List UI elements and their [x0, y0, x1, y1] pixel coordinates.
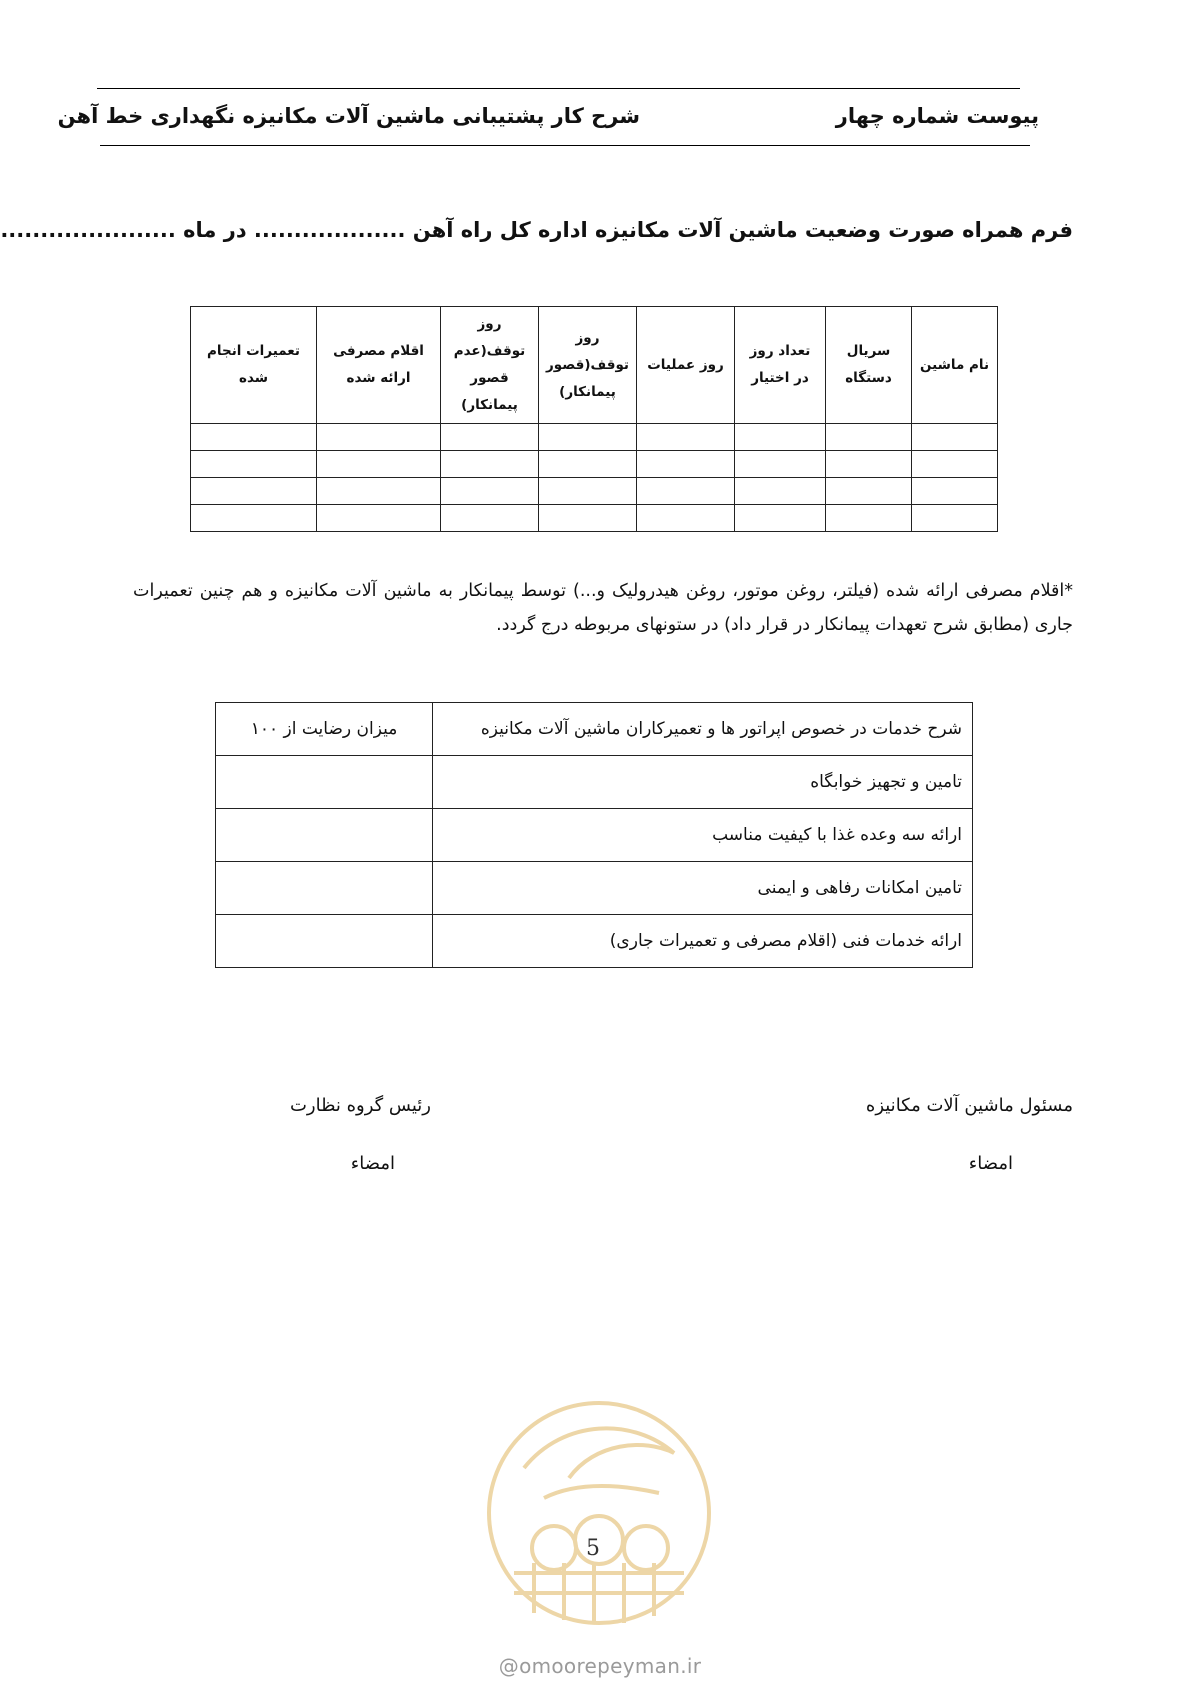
table-header-row [191, 307, 998, 424]
col-header-repairs: تعمیرات انجام شده [191, 307, 317, 424]
table-cell[interactable] [441, 478, 539, 505]
watermark-site: @omoorepeyman.ir [498, 1654, 702, 1678]
table-cell[interactable] [826, 478, 912, 505]
table-cell[interactable] [826, 505, 912, 532]
appendix-title: پیوست شماره چهار [835, 104, 1039, 128]
table-cell[interactable] [912, 478, 998, 505]
table-cell[interactable] [912, 505, 998, 532]
table-cell[interactable] [317, 478, 441, 505]
table-cell[interactable] [912, 424, 998, 451]
signature-role-machinery-manager: مسئول ماشین آلات مکانیزه [865, 1095, 1073, 1116]
signature-label-right: امضاء [968, 1153, 1013, 1174]
header-bottom-rule [100, 145, 1030, 146]
table-cell[interactable] [191, 424, 317, 451]
satisfaction-table [215, 702, 973, 968]
table-cell[interactable] [735, 424, 826, 451]
satisfaction-row [216, 756, 973, 809]
table-cell[interactable] [191, 478, 317, 505]
table-cell[interactable] [539, 451, 637, 478]
signature-label-left: امضاء [350, 1153, 395, 1174]
form-title: فرم همراه صورت وضعیت ماشین آلات مکانیزه اداره کل راه آهن ................... در ماه ...................... [0, 218, 1073, 242]
satisfaction-header-row [216, 703, 973, 756]
col-header-satisfaction: میزان رضایت از ۱۰۰ [216, 703, 433, 756]
satisfaction-score-cell[interactable] [216, 756, 433, 809]
table-cell[interactable] [539, 424, 637, 451]
service-desc: تامین امکانات رفاهی و ایمنی [433, 862, 973, 915]
signature-role-supervision-head: رئیس گروه نظارت [289, 1095, 431, 1116]
col-header-consumables: اقلام مصرفی ارائه شده [317, 307, 441, 424]
table-row [191, 478, 998, 505]
table-cell[interactable] [191, 451, 317, 478]
col-header-service-desc: شرح خدمات در خصوص اپراتور ها و تعمیرکاران ماشین آلات مکانیزه [433, 703, 973, 756]
satisfaction-row [216, 915, 973, 968]
header-top-rule [97, 88, 1020, 89]
table-cell[interactable] [317, 424, 441, 451]
table-cell[interactable] [637, 424, 735, 451]
table-cell[interactable] [912, 451, 998, 478]
table-cell[interactable] [317, 451, 441, 478]
service-desc: تامین و تجهیز خوابگاه [433, 756, 973, 809]
satisfaction-score-cell[interactable] [216, 862, 433, 915]
satisfaction-score-cell[interactable] [216, 915, 433, 968]
col-header-serial: سریال دستگاه [826, 307, 912, 424]
table-cell[interactable] [441, 451, 539, 478]
table-cell[interactable] [735, 505, 826, 532]
table-row [191, 505, 998, 532]
col-header-stop-days-contractor-fault: روز توقف(قصور پیمانکار) [539, 307, 637, 424]
table-row [191, 424, 998, 451]
table-cell[interactable] [317, 505, 441, 532]
consumables-note: *اقلام مصرفی ارائه شده (فیلتر، روغن موتور، روغن هیدرولیک و...) توسط پیمانکار به ماشین آلات مکانیزه و هم چنین تعمیرات جاری (مطابق شرح تعهدات پیمانکار در قرار داد) در ستونهای مربوطه درج گردد. [133, 581, 1073, 635]
service-desc: ارائه سه وعده غذا با کیفیت مناسب [433, 809, 973, 862]
table-cell[interactable] [826, 451, 912, 478]
table-cell[interactable] [441, 505, 539, 532]
table-cell[interactable] [441, 424, 539, 451]
table-cell[interactable] [826, 424, 912, 451]
omoorepeyman-seal-logo [484, 1398, 714, 1628]
table-cell[interactable] [735, 478, 826, 505]
page-number: 5 [586, 1536, 600, 1561]
satisfaction-row [216, 862, 973, 915]
document-title: شرح کار پشتیبانی ماشین آلات مکانیزه نگهداری خط آهن [57, 104, 640, 128]
table-cell[interactable] [735, 451, 826, 478]
table-cell[interactable] [191, 505, 317, 532]
col-header-stop-days-no-fault: روز توقف(عدم قصور پیمانکار) [441, 307, 539, 424]
table-row [191, 451, 998, 478]
service-desc: ارائه خدمات فنی (اقلام مصرفی و تعمیرات جاری) [433, 915, 973, 968]
table-cell[interactable] [539, 505, 637, 532]
table-cell[interactable] [637, 451, 735, 478]
table-cell[interactable] [637, 478, 735, 505]
table-cell[interactable] [539, 478, 637, 505]
satisfaction-score-cell[interactable] [216, 809, 433, 862]
machine-status-table [190, 306, 998, 532]
col-header-available-days: تعداد روز در اختیار [735, 307, 826, 424]
table-cell[interactable] [637, 505, 735, 532]
satisfaction-row [216, 809, 973, 862]
col-header-machine-name: نام ماشین [912, 307, 998, 424]
col-header-operation-days: روز عملیات [637, 307, 735, 424]
